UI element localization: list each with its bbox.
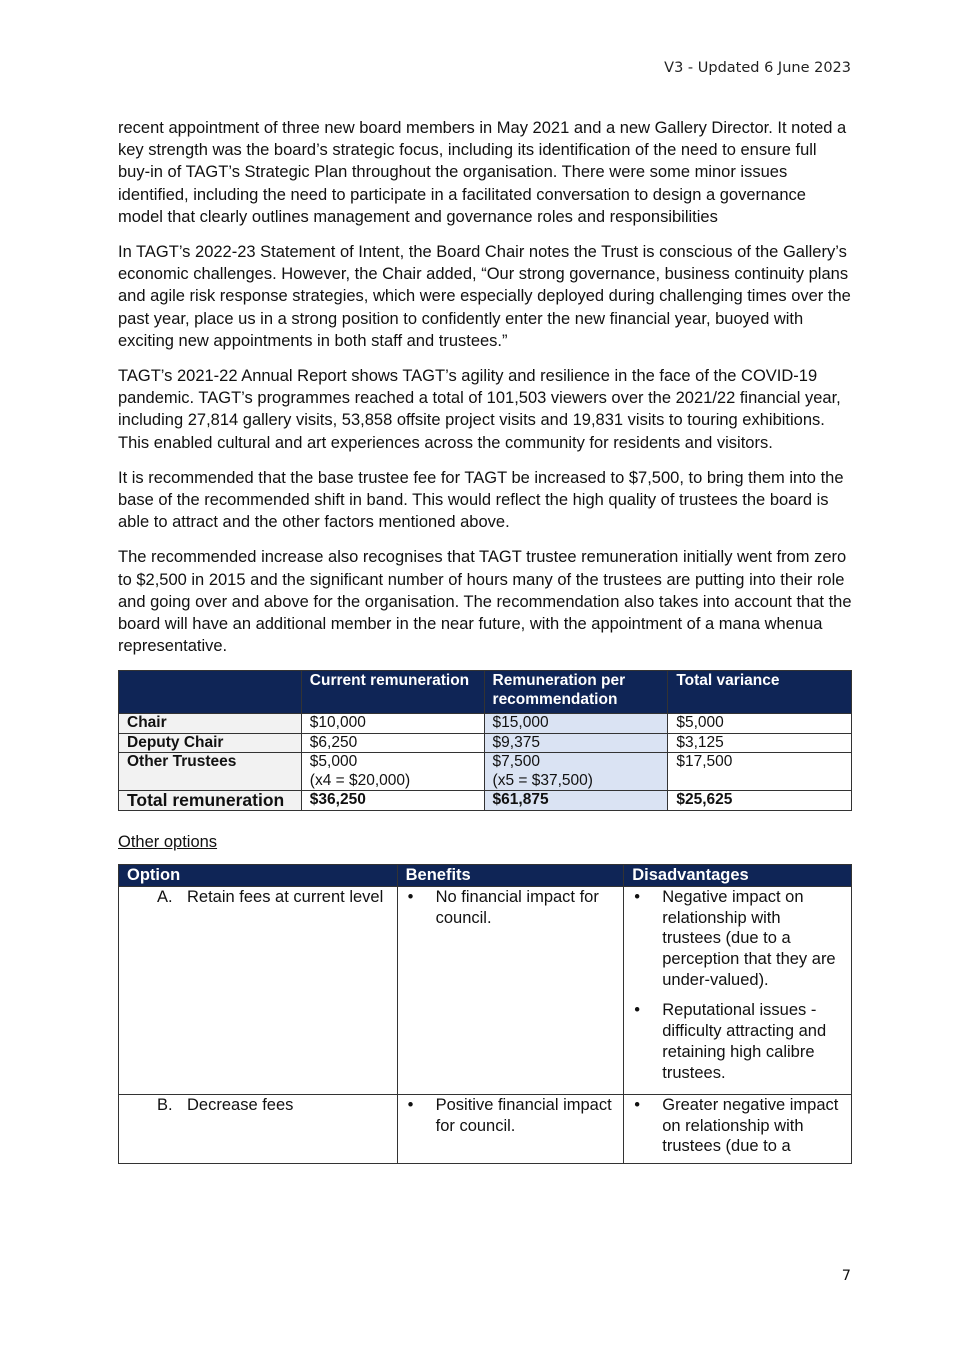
table-row (119, 886, 852, 1094)
bullet-icon: • (407, 1095, 414, 1114)
benefit-text: Positive financial impact for council. (435, 1095, 612, 1135)
recommended-cell (484, 753, 668, 791)
benefit-text: No financial impact for council. (435, 887, 599, 927)
paragraph: It is recommended that the base trustee fee for TAGT be increased to $7,500, to bring them into the base of the recommended shift in band. This would reflect the high quality of trustees the board is able to attract and the other factors mentioned above. (118, 468, 844, 532)
list-item (406, 887, 616, 928)
recommended-note: (x5 = $37,500) (492, 771, 593, 789)
column-header: Option (119, 864, 398, 886)
total-variance: $25,625 (668, 791, 852, 811)
bullet-icon: • (634, 887, 641, 906)
paragraph: The recommended increase also recognises that TAGT trustee remuneration initially went from zero to $2,500 in 2015 and the significant number of hours many of the trustees are putting into their role and going over and above for the organisation. The recommendation also takes into account that the board will have an additional member in the near future, with the appointment of a mana whenua representative. (118, 548, 852, 656)
recommended-value: $15,000 (492, 714, 549, 732)
total-recommended: $61,875 (484, 791, 668, 811)
list-item (632, 1000, 843, 1083)
list-item (632, 1095, 843, 1157)
remuneration-table (118, 670, 852, 811)
column-header: Benefits (397, 864, 624, 886)
row-label: Deputy Chair (119, 733, 302, 753)
bullet-icon: • (634, 1095, 641, 1114)
variance-cell: $17,500 (668, 753, 852, 791)
disadvantages-cell (624, 886, 852, 1094)
row-label: Chair (119, 714, 302, 734)
option-text: Retain fees at current level (187, 887, 384, 906)
recommended-value: $7,500 (492, 753, 540, 771)
paragraph: In TAGT’s 2022-23 Statement of Intent, the Board Chair notes the Trust is conscious of the Gallery’s economic challenges. However, the Chair added, “Our strong governance, business continuity plans and agile risk response strategies, which were especially deployed during challenging times over the past year, place us in a strong position to confidently enter the new financial year, buoyed with exciting new appointments in both staff and trustees.” (118, 243, 851, 350)
option-cell (119, 1094, 398, 1163)
table-header-row (119, 864, 852, 886)
current-cell (301, 733, 484, 753)
table-row (119, 1094, 852, 1163)
disadvantage-text: Greater negative impact on relationship with trustees (due to a (662, 1095, 839, 1156)
disadvantage-text: Reputational issues - difficulty attracting and retaining high calibre trustees. (662, 1001, 827, 1082)
benefits-cell (397, 1094, 624, 1163)
column-header: Disadvantages (624, 864, 852, 886)
total-label: Total remuneration (119, 791, 302, 811)
table-header-row (119, 671, 852, 714)
options-table (118, 864, 852, 1164)
current-value: $5,000 (309, 753, 358, 771)
document-version-header: V3 - Updated 6 June 2023 (664, 60, 851, 76)
option-letter: A. (157, 887, 173, 906)
option-cell (119, 886, 398, 1094)
column-header: Total variance (668, 671, 852, 714)
table-row (119, 733, 852, 753)
column-header (119, 671, 302, 714)
variance-cell: $3,125 (668, 733, 852, 753)
recommended-cell (484, 733, 668, 753)
option-text: Decrease fees (187, 1095, 294, 1114)
bullet-icon: • (634, 1001, 641, 1020)
disadvantages-cell (624, 1094, 852, 1163)
column-header: Remuneration per recommendation (484, 671, 668, 714)
column-header: Current remuneration (301, 671, 484, 714)
variance-cell: $5,000 (668, 714, 852, 734)
list-item (406, 1095, 616, 1136)
disadvantage-text: Negative impact on relationship with trustees (due to a perception that they are under-valued). (662, 887, 836, 989)
table-row (119, 714, 852, 734)
recommended-cell (484, 714, 668, 734)
list-item (632, 887, 843, 991)
current-value: $10,000 (309, 714, 366, 732)
recommended-value: $9,375 (492, 733, 540, 751)
table-row (119, 753, 852, 791)
current-note: (x4 = $20,000) (309, 771, 411, 789)
paragraph: TAGT’s 2021-22 Annual Report shows TAGT’s agility and resilience in the face of the COVID-19 pandemic. TAGT’s programmes reached a total of 101,503 viewers over the 2021/22 financial year, including 27,814 gallery visits, 53,858 offsite project visits and 19,831 visits to touring exhibitions. This enabled cultural and art experiences across the community for residents and visitors. (118, 367, 841, 452)
paragraph: recent appointment of three new board members in May 2021 and a new Gallery Director. It noted a key strength was the board’s strategic focus, including its identification of the need to ensure full buy-in of TAGT’s Strategic Plan throughout the organisation. There were some minor issues identified, including the need to participate in a facilitated conversation to design a governance model that clearly outlines management and governance roles and responsibilities (118, 119, 847, 226)
bullet-icon: • (407, 887, 414, 906)
option-letter: B. (157, 1095, 173, 1114)
current-value: $6,250 (309, 733, 358, 751)
other-options-heading: Other options (118, 832, 218, 851)
page-content (118, 117, 852, 1164)
row-label: Other Trustees (119, 753, 302, 791)
benefits-cell (397, 886, 624, 1094)
total-current: $36,250 (301, 791, 484, 811)
page-number: 7 (841, 1268, 851, 1284)
total-row (119, 791, 852, 811)
current-cell (301, 753, 484, 791)
current-cell (301, 714, 484, 734)
